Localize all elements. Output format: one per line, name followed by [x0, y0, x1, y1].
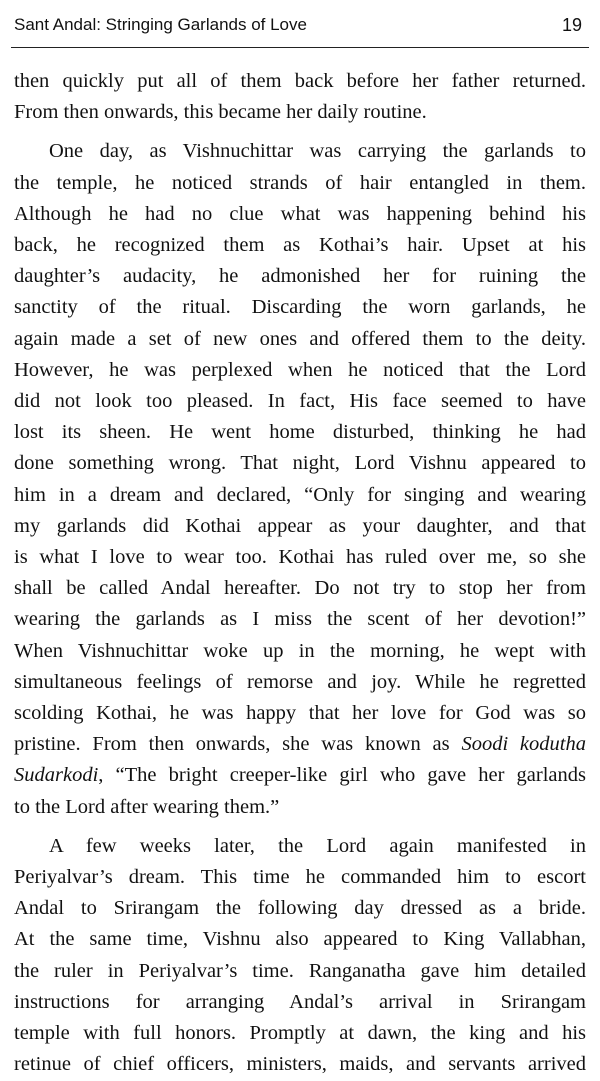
italic-phrase: Soodi kodutha: [461, 733, 586, 756]
text-line: lost its sheen. He went home disturbed, thinking he had: [14, 421, 586, 444]
text-line: done something wrong. That night, Lord Vishnu appeared to: [14, 452, 586, 475]
text-line: the temple, he noticed strands of hair entangled in them.: [14, 171, 586, 194]
text-line: is what I love to wear too. Kothai has ruled over me, so she: [14, 546, 586, 569]
text-line: wearing the garlands as I miss the scent of her devotion!”: [14, 608, 586, 631]
text-line: At the same time, Vishnu also appeared to King Vallabhan,: [14, 928, 586, 951]
text-run: pristine. From then onwards, she was known as: [14, 733, 462, 756]
running-head-title: Sant Andal: Stringing Garlands of Love: [14, 15, 307, 34]
text-line: scolding Kothai, he was happy that her love for God was so: [14, 702, 586, 725]
text-line: A few weeks later, the Lord again manifested in: [49, 834, 586, 857]
header-rule: [11, 47, 589, 48]
text-line: However, he was perplexed when he noticed that the Lord: [14, 358, 586, 381]
text-line: back, he recognized them as Kothai’s hair. Upset at his: [14, 234, 586, 257]
text-line: retinue of chief officers, ministers, maids, and servants arrived: [14, 1053, 586, 1076]
text-run: , “The bright creeper-like girl who gave her garlands: [98, 764, 586, 787]
text-line: One day, as Vishnuchittar was carrying the garlands to: [49, 140, 586, 163]
text-line: [14, 760, 586, 791]
text-line: shall be called Andal hereafter. Do not try to stop her from: [14, 577, 586, 600]
running-header: [14, 10, 582, 40]
text-line: him in a dream and declared, “Only for singing and wearing: [14, 483, 586, 506]
text-line: simultaneous feelings of remorse and joy. While he regretted: [14, 670, 586, 693]
text-line: to the Lord after wearing them.”: [14, 795, 280, 818]
text-line: When Vishnuchittar woke up in the morning, he wept with: [14, 639, 586, 662]
text-line: daughter’s audacity, he admonished her for ruining the: [14, 265, 586, 288]
text-line: From then onwards, this became her daily routine.: [14, 101, 427, 124]
italic-phrase: Sudarkodi: [14, 764, 99, 787]
text-line: did not look too pleased. In fact, His face seemed to have: [14, 390, 586, 413]
text-line: then quickly put all of them back before her father returned.: [14, 70, 586, 92]
text-line: sanctity of the ritual. Discarding the worn garlands, he: [14, 296, 586, 319]
text-line: my garlands did Kothai appear as your daughter, and that: [14, 514, 586, 537]
text-line: [14, 729, 586, 760]
text-line: the ruler in Periyalvar’s time. Ranganatha gave him detailed: [14, 959, 586, 982]
page-number: 19: [561, 15, 582, 35]
text-line: Although he had no clue what was happening behind his: [14, 202, 586, 225]
text-line: again made a set of new ones and offered them to the deity.: [14, 327, 586, 350]
text-line: Andal to Srirangam the following day dressed as a bride.: [14, 897, 586, 920]
text-line: instructions for arranging Andal’s arrival in Srirangam: [14, 990, 586, 1013]
text-line: Periyalvar’s dream. This time he commanded him to escort: [14, 866, 586, 889]
body-text: [14, 66, 586, 1081]
text-line: temple with full honors. Promptly at dawn, the king and his: [14, 1022, 586, 1045]
